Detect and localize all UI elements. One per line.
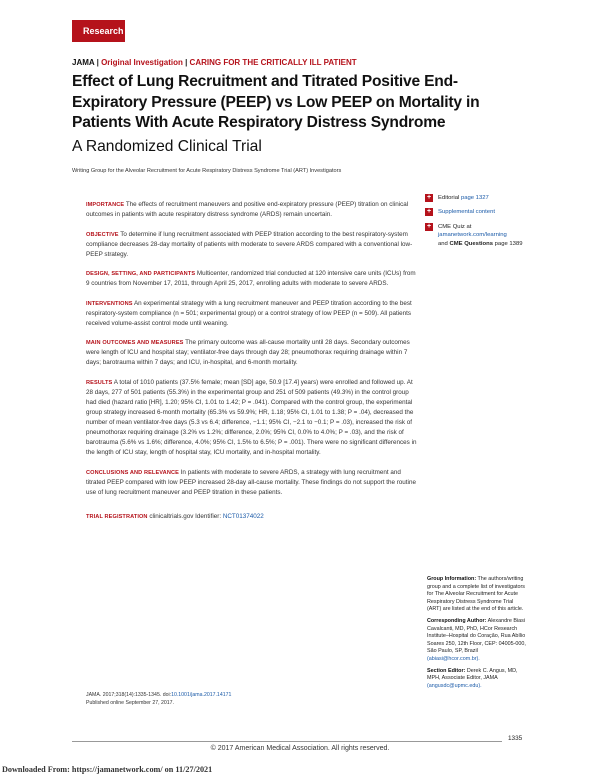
abstract-interventions: INTERVENTIONS An experimental strategy with a lung recruitment maneuver and PEEP titration according to the best respiratory-system compliance (n = 501; experimental group) or a control strategy of low PEEP (n = 509). All patients received volume-assist control mode until weaning.: [86, 299, 412, 327]
citation: JAMA. 2017;318(14):1335-1345. doi:10.1001/jama.2017.14171 Published online September 27, 2017.: [86, 692, 232, 706]
corresponding-author: Corresponding Author: Alexandre Biasi Cavalcanti, MD, PhD, HCor Research Institute–Hospital do Coração, Rua Abílio Soares 250, 12th Floor, CEP: 04005-000, São Paulo, SP, Brazil (abiasi@hcor.com.br).: [427, 617, 526, 662]
cme-quiz: + CME Quiz at jamanetwork.com/learning and CME Questions page 1389: [426, 222, 523, 247]
trial-id-link[interactable]: NCT01374022: [222, 512, 264, 520]
sidebar: [425, 194, 535, 254]
author-line: Writing Group for the Alveolar Recruitment for Acute Respiratory Distress Syndrome Trial (ART) Investigators: [72, 168, 342, 174]
doi-link[interactable]: 10.1001/jama.2017.14171: [171, 692, 232, 698]
page-number: 1335: [508, 735, 523, 742]
download-stamp: Downloaded From: https://jamanetwork.com/ on 11/27/2021: [2, 765, 213, 774]
abstract-importance: IMPORTANCE The effects of recruitment maneuvers and positive end-expiratory pressure (PEEP) titration on clinical outcomes in patients with acute respiratory distress syndrome (ARDS) remain uncertain.: [86, 201, 409, 218]
abstract-conclusions: CONCLUSIONS AND RELEVANCE In patients with moderate to severe ARDS, a strategy with lung recruitment and titrated PEEP compared with low PEEP increased 28-day all-cause mortality. These findings do not support the routine use of lung recruitment maneuver and PEEP titration in these patients.: [86, 468, 416, 496]
corr-email-link[interactable]: (abiasi@hcor.com.br).: [427, 655, 480, 662]
author-info: [427, 576, 527, 694]
article-series: CARING FOR THE CRITICALLY ILL PATIENT: [189, 58, 357, 67]
abstract-outcomes: MAIN OUTCOMES AND MEASURES The primary outcome was all-cause mortality until 28 days. Secondary outcomes were length of ICU and hospital stay; ventilator-free days through day 28; pneumothorax requiring drainage within 7 days; barotrauma within 7 days; and ICU, in-hospital, and 6-month mortality.: [86, 339, 410, 367]
group-information: Group Information: The authors/writing group and a complete list of investigators for The Alveolar Recruitment for Acute Respiratory Distress Syndrome Trial (ART) are listed at the end of this article.: [427, 576, 525, 613]
article-type: Original Investigation: [101, 58, 183, 67]
copyright: © 2017 American Medical Association. All rights reserved.: [210, 745, 390, 752]
abstract: [86, 200, 420, 531]
footer-divider: [72, 741, 502, 742]
kicker: JAMA | Original Investigation | CARING FOR THE CRITICALLY ILL PATIENT: [72, 58, 357, 67]
article-title: Effect of Lung Recruitment and Titrated Positive End-Expiratory Pressure (PEEP) vs Low PEEP on Mortality in Patients With Acute Respiratory Distress Syndrome: [72, 73, 480, 131]
editorial-link[interactable]: + Editorial page 1327: [426, 194, 489, 201]
plus-icon: +: [426, 208, 432, 216]
supplemental-link[interactable]: + Supplemental content: [426, 208, 495, 216]
plus-icon: +: [426, 194, 432, 201]
section-tag: Research: [72, 20, 125, 42]
cme-url[interactable]: jamanetwork.com/learning: [438, 232, 507, 239]
abstract-objective: OBJECTIVE To determine if lung recruitment associated with PEEP titration according to the best respiratory-system compliance decreases 28-day mortality of patients with moderate to severe ARDS compared with a conventional low-PEEP strategy.: [86, 230, 413, 258]
section-editor: Section Editor: Derek C. Angus, MD, MPH, Associate Editor, JAMA (angusdc@upmc.edu).: [427, 667, 518, 689]
trial-registration: TRIAL REGISTRATION clinicaltrials.gov Identifier: NCT01374022: [86, 512, 264, 520]
article-subtitle: A Randomized Clinical Trial: [72, 138, 262, 155]
editor-email-link[interactable]: (angusdc@upmc.edu).: [427, 682, 482, 689]
journal-name: JAMA: [72, 58, 95, 67]
abstract-design: DESIGN, SETTING, AND PARTICIPANTS Multicenter, randomized trial conducted at 120 intensive care units (ICUs) from 9 countries from November 17, 2011, through April 25, 2017, enrolling adults with moderate to severe ARDS.: [86, 270, 416, 288]
abstract-results: RESULTS A total of 1010 patients (37.5% female; mean [SD] age, 50.9 [17.4] years) were enrolled and followed up. At 28 days, 277 of 501 patients (55.3%) in the experimental group and 251 of 509 patients (49.3%) in the control group had died (hazard ratio [HR], 1.20; 95% CI, 1.01 to 1.42; P = .041). Compared with the control group, the experimental group strategy increased 6-month mortality (65.3% vs 59.9%; HR, 1.18; 95% CI, 1.01 to 1.38; P = .04), decreased the number of mean ventilator-free days (5.3 vs 6.4; difference, −1.1; 95% CI, −2.1 to −0.1; P = .03), increased the risk of pneumothorax requiring drainage (3.2% vs 1.2%; difference, 2.0%; 95% CI, 0.0% to 4.0%; P = .03), and the risk of barotrauma (5.6% vs 1.6%; difference, 4.0%; 95% CI, 1.5% to 6.5%; P = .001). There were no significant differences in the length of ICU stay, length of hospital stay, ICU mortality, and in-hospital mortality.: [86, 378, 417, 456]
plus-icon: +: [426, 222, 432, 230]
